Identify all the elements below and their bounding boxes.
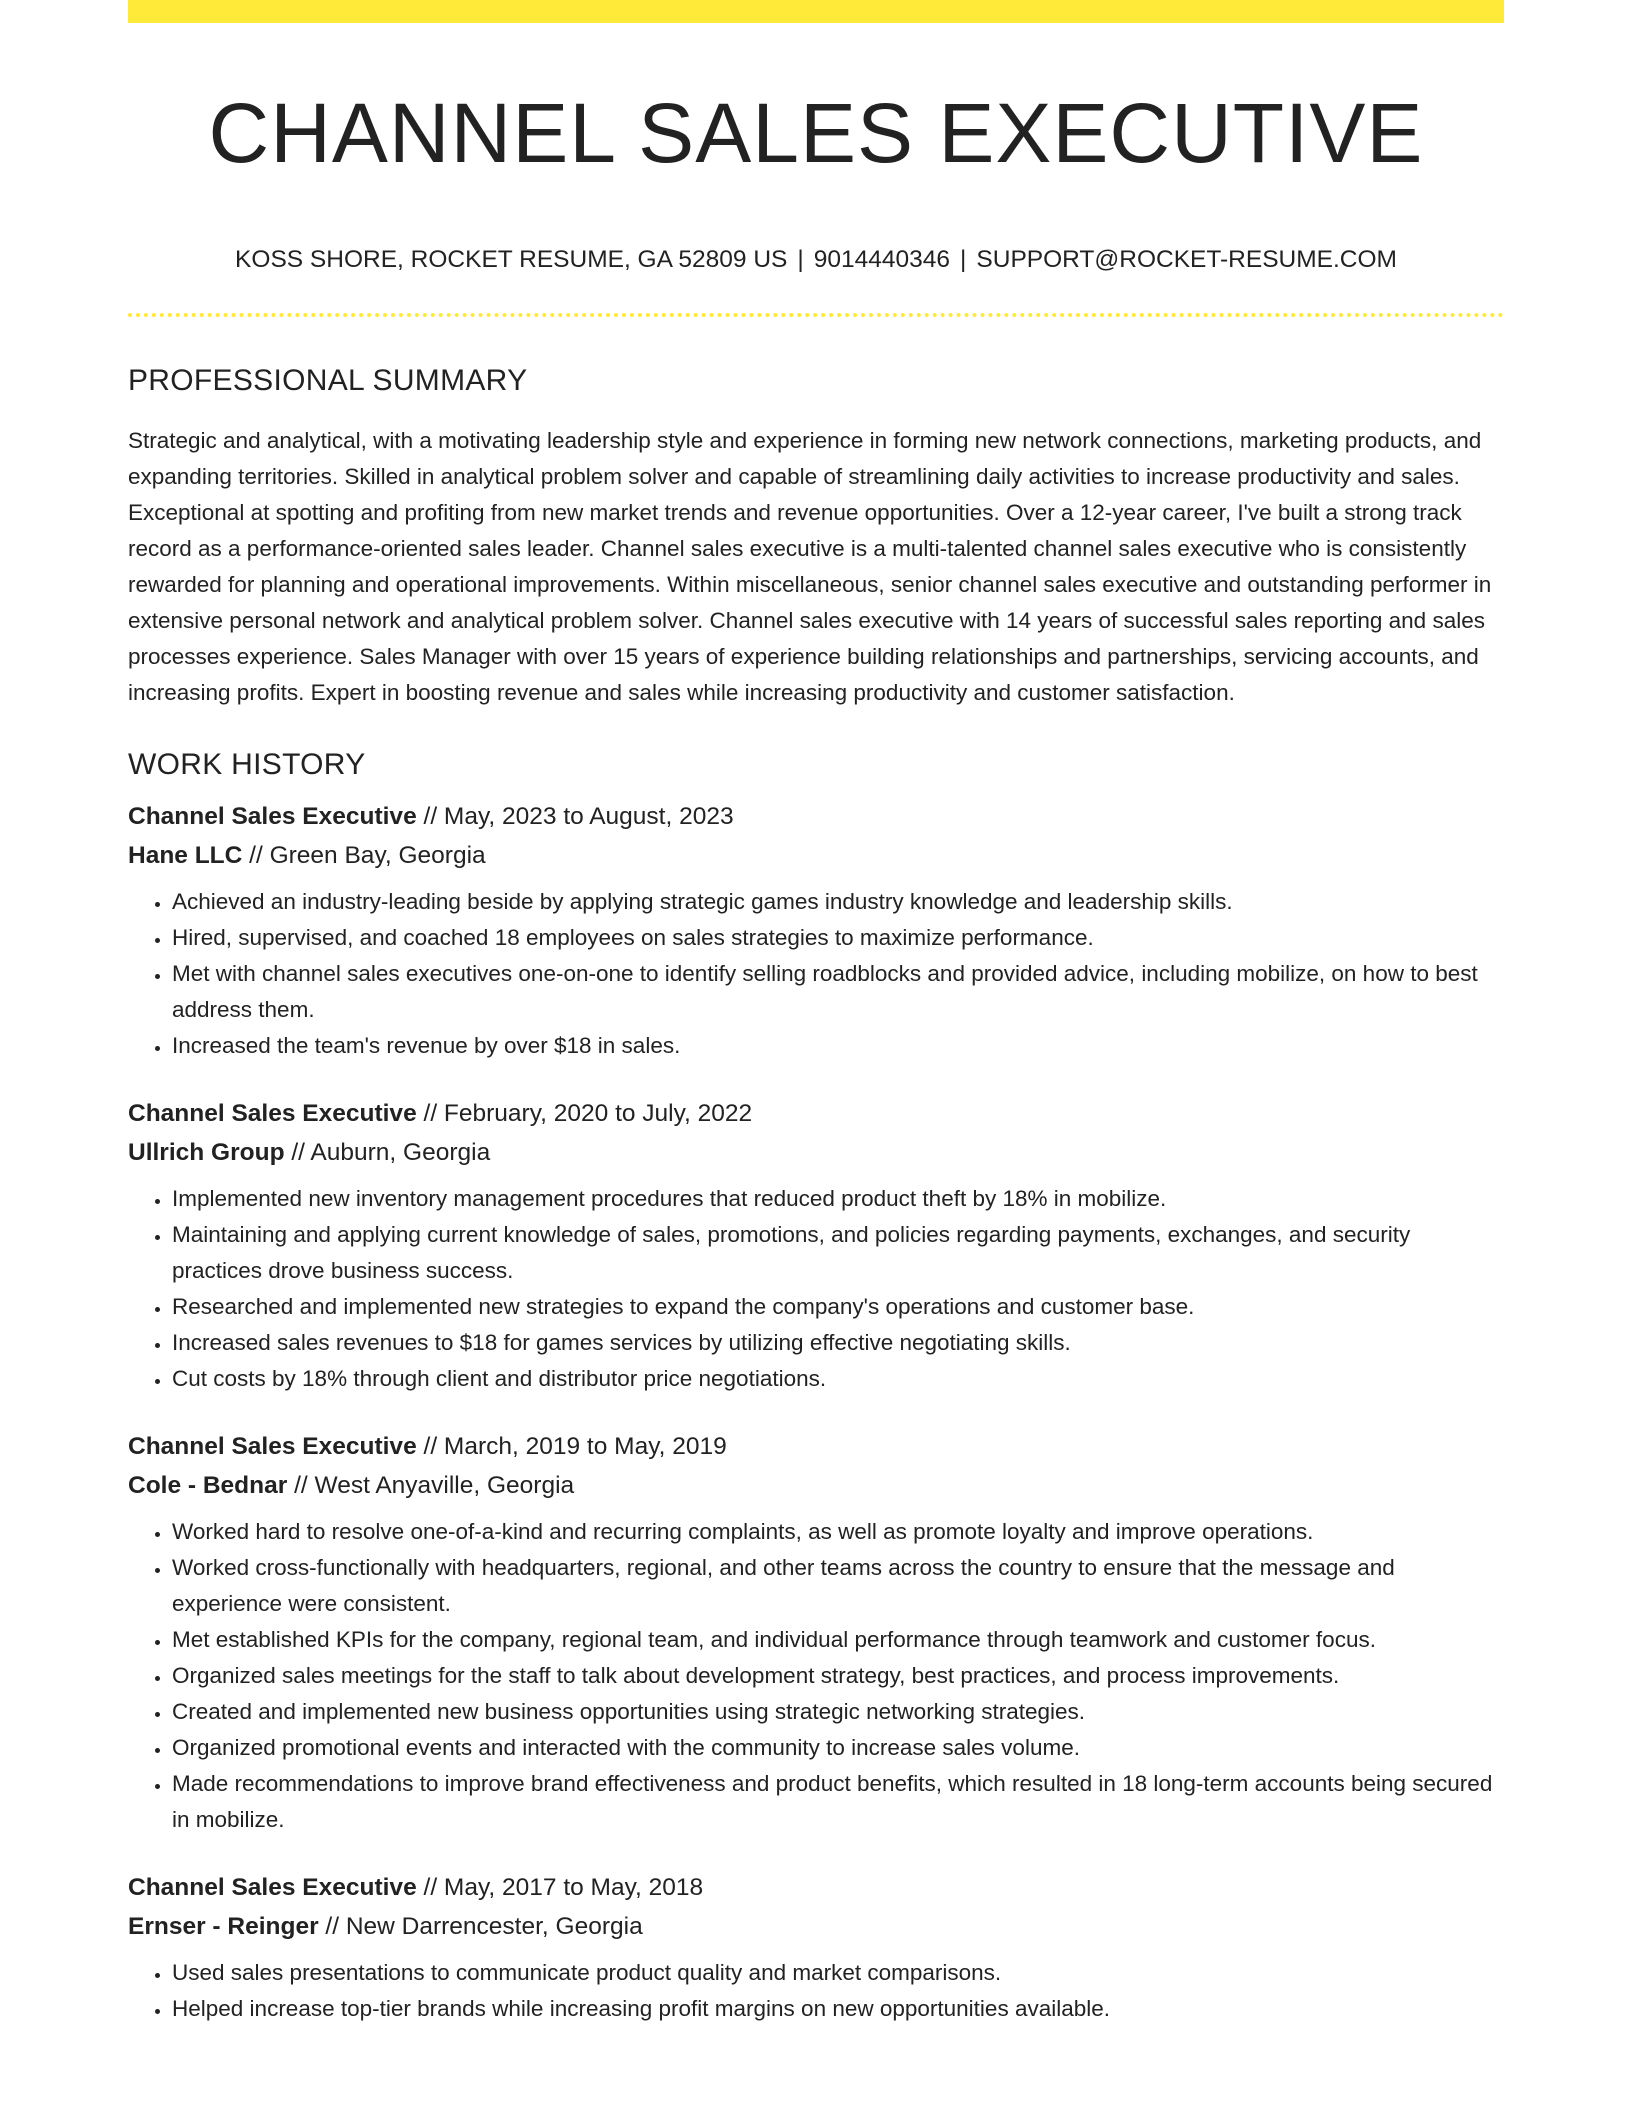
job-role: Channel Sales Executive: [128, 1099, 417, 1127]
job-bullet: • Used sales presentations to communicate product quality and market comparisons.: [172, 1955, 1504, 1991]
summary-heading: PROFESSIONAL SUMMARY: [128, 363, 528, 397]
job-role-line: [128, 1094, 1504, 1133]
job-entry: [128, 797, 1504, 1064]
job-bullet: • Maintaining and applying current knowledge of sales, promotions, and policies regarding payments, exchanges, and security practices drove business success.: [172, 1217, 1504, 1289]
summary-text: Strategic and analytical, with a motivating leadership style and experience in forming new network connections, marketing products, and expanding territories. Skilled in analytical problem solver and capable of streamlining daily activities to increase productivity and sales. Exceptional at spotting and profiting from new market trends and revenue opportunities. Over a 12-year career, I've built a strong track record as a performance-oriented sales leader. Channel sales executive is a multi-talented channel sales executive who is consistently rewarded for planning and operational improvements. Within miscellaneous, senior channel sales executive and outstanding performer in extensive personal network and analytical problem solver. Channel sales executive with 14 years of successful sales reporting and sales processes experience. Sales Manager with over 15 years of experience building relationships and partnerships, servicing accounts, and increasing profits. Expert in boosting revenue and sales while increasing productivity and customer satisfaction.: [128, 427, 1492, 705]
job-role-line: [128, 1868, 1504, 1907]
job-location: // West Anyaville, Georgia: [287, 1471, 575, 1499]
job-company: Cole - Bednar: [128, 1471, 288, 1499]
job-company-line: [128, 1907, 1504, 1946]
job-location: // Auburn, Georgia: [284, 1138, 491, 1166]
top-accent-bar: [128, 0, 1504, 23]
job-bullet: • Increased the team's revenue by over $18 in sales.: [172, 1028, 1504, 1064]
job-company: Hane LLC: [128, 841, 243, 869]
job-bullets: [128, 1181, 1504, 1397]
job-role: Channel Sales Executive: [128, 802, 417, 830]
job-role-line: [128, 1427, 1504, 1466]
job-bullet: • Hired, supervised, and coached 18 employees on sales strategies to maximize performance.: [172, 920, 1504, 956]
job-bullet: • Worked cross-functionally with headquarters, regional, and other teams across the country to ensure that the message and experience were consistent.: [172, 1550, 1504, 1622]
job-role: Channel Sales Executive: [128, 1432, 417, 1460]
contact-separator: |: [797, 246, 804, 274]
job-dates: // May, 2023 to August, 2023: [416, 802, 734, 830]
job-bullet: • Achieved an industry-leading beside by applying strategic games industry knowledge and leadership skills.: [172, 884, 1504, 920]
job-bullet: • Organized sales meetings for the staff to talk about development strategy, best practices, and process improvements.: [172, 1658, 1504, 1694]
job-dates: // March, 2019 to May, 2019: [416, 1432, 727, 1460]
job-bullets: [128, 1514, 1504, 1838]
job-bullet: • Created and implemented new business opportunities using strategic networking strategies.: [172, 1694, 1504, 1730]
job-bullet: • Worked hard to resolve one-of-a-kind and recurring complaints, as well as promote loyalty and improve operations.: [172, 1514, 1504, 1550]
job-company-line: [128, 1133, 1504, 1172]
job-bullet: • Met established KPIs for the company, regional team, and individual performance through teamwork and customer focus.: [172, 1622, 1504, 1658]
contact-address: KOSS SHORE, ROCKET RESUME, GA 52809 US: [235, 246, 788, 274]
job-location: // New Darrencester, Georgia: [318, 1912, 643, 1940]
job-company: Ullrich Group: [128, 1138, 285, 1166]
job-bullet: • Researched and implemented new strategies to expand the company's operations and customer base.: [172, 1289, 1504, 1325]
job-dates: // February, 2020 to July, 2022: [416, 1099, 753, 1127]
contact-phone: 9014440346: [813, 246, 951, 274]
job-bullet: • Made recommendations to improve brand effectiveness and product benefits, which resulted in 18 long-term accounts being secured in mobilize.: [172, 1766, 1504, 1838]
job-bullets: [128, 1955, 1504, 2027]
header-divider: [128, 313, 1504, 317]
job-role-line: [128, 797, 1504, 836]
job-entry: [128, 1427, 1504, 1838]
job-bullet: • Met with channel sales executives one-on-one to identify selling roadblocks and provided advice, including mobilize, on how to best address them.: [172, 956, 1504, 1028]
job-entry: [128, 1094, 1504, 1397]
contact-line: [128, 245, 1504, 274]
resume-page: [128, 0, 1504, 2027]
resume-title: CHANNEL SALES EXECUTIVE: [208, 86, 1424, 180]
job-company-line: [128, 836, 1504, 875]
job-bullet: • Implemented new inventory management procedures that reduced product theft by 18% in mobilize.: [172, 1181, 1504, 1217]
job-dates: // May, 2017 to May, 2018: [416, 1873, 704, 1901]
contact-separator: |: [960, 246, 967, 274]
job-location: // Green Bay, Georgia: [242, 841, 486, 869]
job-company: Ernser - Reinger: [128, 1912, 319, 1940]
work-history-heading: WORK HISTORY: [128, 747, 366, 781]
job-role: Channel Sales Executive: [128, 1873, 417, 1901]
job-bullet: • Helped increase top-tier brands while increasing profit margins on new opportunities available.: [172, 1991, 1504, 2027]
job-bullets: [128, 884, 1504, 1064]
job-bullet: • Cut costs by 18% through client and distributor price negotiations.: [172, 1361, 1504, 1397]
contact-email: SUPPORT@ROCKET-RESUME.COM: [976, 246, 1397, 274]
job-bullet: • Increased sales revenues to $18 for games services by utilizing effective negotiating skills.: [172, 1325, 1504, 1361]
work-history-list: [128, 797, 1504, 2027]
job-bullet: • Organized promotional events and interacted with the community to increase sales volume.: [172, 1730, 1504, 1766]
job-entry: [128, 1868, 1504, 2027]
job-company-line: [128, 1466, 1504, 1505]
